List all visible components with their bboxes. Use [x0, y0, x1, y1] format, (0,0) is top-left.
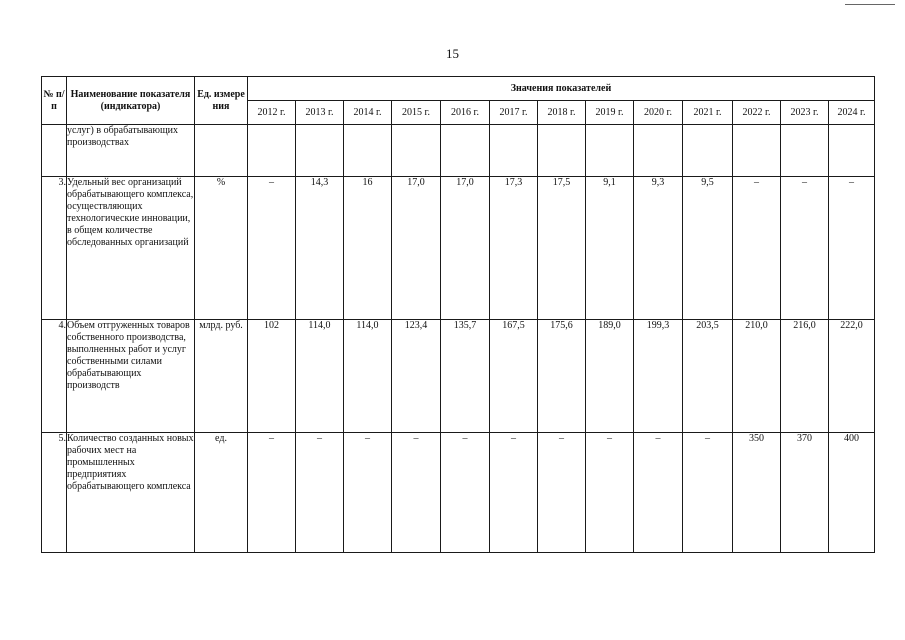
table-row — [42, 125, 875, 177]
header-year: 2019 г. — [586, 101, 634, 125]
value-cell: 400 — [829, 433, 875, 553]
value-cell — [538, 125, 586, 177]
value-cell: 216,0 — [781, 320, 829, 433]
value-cell: 350 — [733, 433, 781, 553]
value-cell: 135,7 — [441, 320, 490, 433]
value-cell: 189,0 — [586, 320, 634, 433]
indicator-name: Количество созданных новых рабочих мест на промышленных предприятиях обрабатывающего комплекса — [67, 433, 195, 553]
value-cell: 17,5 — [538, 177, 586, 320]
value-cell: 123,4 — [392, 320, 441, 433]
row-number — [42, 125, 67, 177]
header-year: 2012 г. — [248, 101, 296, 125]
value-cell: – — [441, 433, 490, 553]
value-cell: 175,6 — [538, 320, 586, 433]
value-cell — [441, 125, 490, 177]
value-cell: 17,0 — [392, 177, 441, 320]
value-cell: – — [733, 177, 781, 320]
indicator-name: услуг) в обрабатывающих производствах — [67, 125, 195, 177]
value-cell: – — [683, 433, 733, 553]
value-cell: 114,0 — [344, 320, 392, 433]
value-cell: 9,1 — [586, 177, 634, 320]
value-cell: 16 — [344, 177, 392, 320]
header-year: 2014 г. — [344, 101, 392, 125]
value-cell: – — [634, 433, 683, 553]
header-year: 2022 г. — [733, 101, 781, 125]
value-cell: 114,0 — [296, 320, 344, 433]
value-cell: – — [248, 433, 296, 553]
header-year: 2021 г. — [683, 101, 733, 125]
corner-mark — [845, 4, 895, 5]
row-number: 4. — [42, 320, 67, 433]
value-cell: – — [490, 433, 538, 553]
value-cell: 203,5 — [683, 320, 733, 433]
header-num: № п/п — [42, 77, 67, 125]
row-number: 5. — [42, 433, 67, 553]
header-year: 2018 г. — [538, 101, 586, 125]
header-year: 2020 г. — [634, 101, 683, 125]
header-year: 2024 г. — [829, 101, 875, 125]
value-cell: – — [538, 433, 586, 553]
page-number: 15 — [446, 46, 459, 61]
value-cell: – — [344, 433, 392, 553]
value-cell: 167,5 — [490, 320, 538, 433]
header-year: 2013 г. — [296, 101, 344, 125]
value-cell: 9,3 — [634, 177, 683, 320]
value-cell: – — [829, 177, 875, 320]
value-cell — [733, 125, 781, 177]
value-cell — [829, 125, 875, 177]
unit-cell: млрд. руб. — [195, 320, 248, 433]
value-cell: – — [248, 177, 296, 320]
value-cell — [683, 125, 733, 177]
value-cell: – — [586, 433, 634, 553]
value-cell: – — [392, 433, 441, 553]
unit-cell: % — [195, 177, 248, 320]
indicators-table — [41, 76, 875, 553]
table-row — [42, 177, 875, 320]
indicator-name: Объем отгруженных товаров собственного производства, выполненных работ и услуг собственными силами обрабатывающих производств — [67, 320, 195, 433]
value-cell — [781, 125, 829, 177]
table-row — [42, 433, 875, 553]
value-cell: 9,5 — [683, 177, 733, 320]
header-unit: Ед. измере ния — [195, 77, 248, 125]
unit-cell — [195, 125, 248, 177]
value-cell: – — [296, 433, 344, 553]
value-cell — [248, 125, 296, 177]
table-body — [42, 125, 875, 553]
value-cell: 17,3 — [490, 177, 538, 320]
header-name: Наименование показателя (индикатора) — [67, 77, 195, 125]
row-number: 3. — [42, 177, 67, 320]
value-cell — [634, 125, 683, 177]
value-cell: – — [781, 177, 829, 320]
value-cell — [490, 125, 538, 177]
value-cell — [344, 125, 392, 177]
value-cell: 14,3 — [296, 177, 344, 320]
header-values: Значения показателей — [248, 77, 875, 101]
value-cell — [586, 125, 634, 177]
value-cell — [296, 125, 344, 177]
value-cell: 102 — [248, 320, 296, 433]
value-cell: 199,3 — [634, 320, 683, 433]
value-cell: 222,0 — [829, 320, 875, 433]
value-cell: 210,0 — [733, 320, 781, 433]
value-cell: 17,0 — [441, 177, 490, 320]
table-row — [42, 320, 875, 433]
header-year: 2017 г. — [490, 101, 538, 125]
indicator-name: Удельный вес организаций обрабатывающего комплекса, осуществляющих технологические инновации, в общем количестве обследованных организаций — [67, 177, 195, 320]
unit-cell: ед. — [195, 433, 248, 553]
header-year: 2015 г. — [392, 101, 441, 125]
value-cell: 370 — [781, 433, 829, 553]
header-year: 2023 г. — [781, 101, 829, 125]
header-year: 2016 г. — [441, 101, 490, 125]
value-cell — [392, 125, 441, 177]
